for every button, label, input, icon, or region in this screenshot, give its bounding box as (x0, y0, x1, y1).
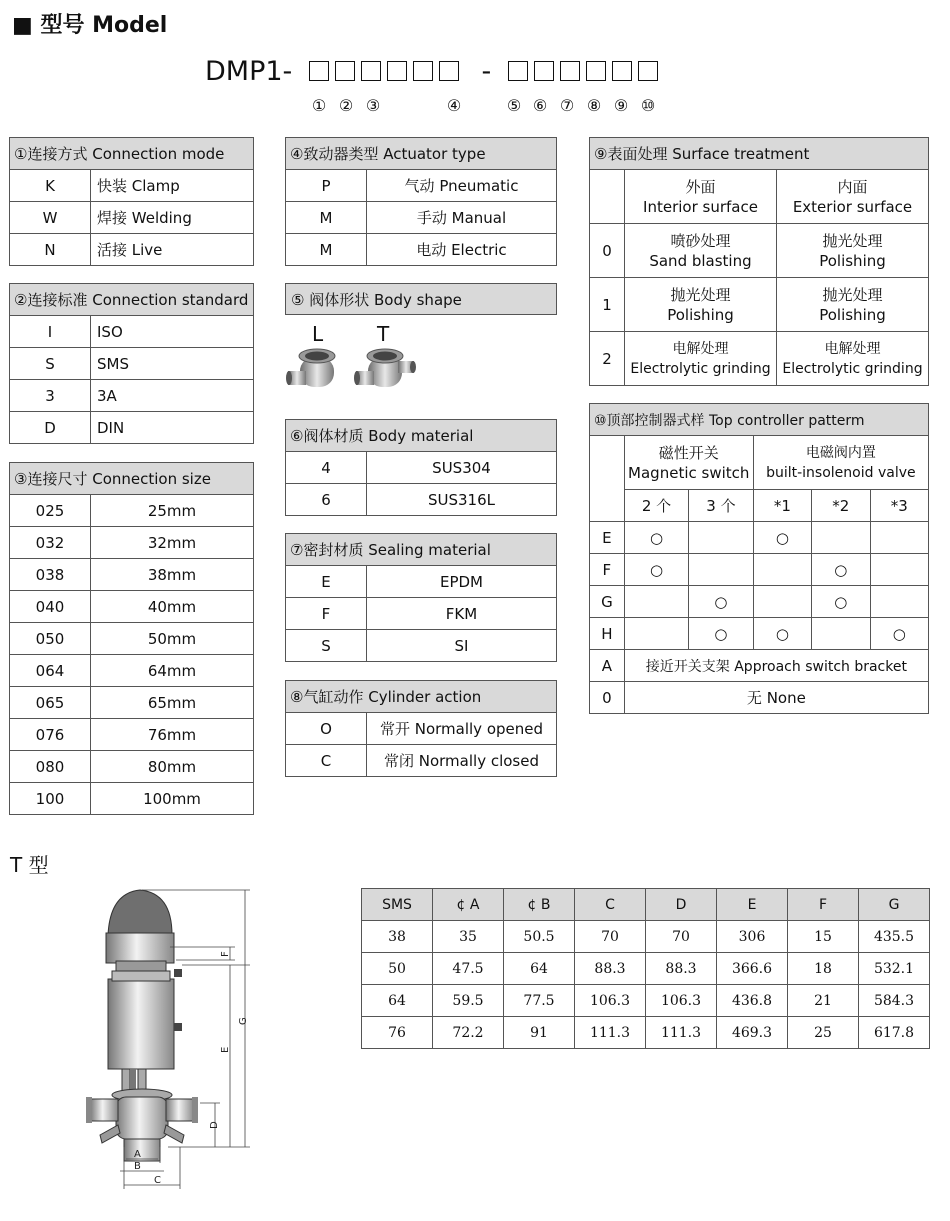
value-cell: 76mm (91, 719, 254, 751)
mark-8: ⑧ (586, 96, 602, 115)
value-cell: EPDM (367, 566, 557, 598)
code-cell: 6 (286, 484, 367, 516)
table-cell: 25 (788, 1017, 859, 1049)
value-cell: SMS (91, 348, 254, 380)
value-cell: 电动 Electric (367, 234, 557, 266)
code-position-marks (308, 96, 688, 118)
group-en: built-insolenoid valve (766, 464, 916, 481)
code-cell: 0 (590, 224, 625, 278)
table-cell: 88.3 (646, 953, 717, 985)
mark-cell: ○ (753, 522, 811, 554)
body-material-table (285, 419, 557, 516)
subcol-header: 3 个 (689, 490, 753, 522)
mark-cell: ○ (689, 586, 753, 618)
table-row (362, 953, 930, 985)
code-cell: D (10, 412, 91, 444)
table-cell: 18 (788, 953, 859, 985)
connection-mode-header: ①连接方式 Connection mode (10, 138, 254, 170)
table-row (10, 348, 254, 380)
value-cell: 手动 Manual (367, 202, 557, 234)
shape-label-l: L (312, 322, 324, 346)
value-cell: 80mm (91, 751, 254, 783)
model-prefix: DMP1- (205, 56, 293, 87)
code-cell: 025 (10, 495, 91, 527)
empty-cell (590, 170, 625, 224)
value-cell: SI (367, 630, 557, 662)
table-row (286, 713, 557, 745)
top-controller-table (589, 403, 929, 714)
table-cell: 21 (788, 985, 859, 1017)
table-cell: 111.3 (646, 1017, 717, 1049)
mark-cell (753, 554, 811, 586)
actuator-type-table (285, 137, 557, 266)
table-cell: 38 (362, 921, 433, 953)
value-en: Electrolytic grinding (782, 360, 923, 377)
table-cell: 584.3 (859, 985, 930, 1017)
mark-cell (812, 522, 870, 554)
col-header-en: Exterior surface (792, 197, 913, 216)
value-cell: 40mm (91, 591, 254, 623)
model-code (205, 56, 664, 87)
mark-cell: ○ (812, 554, 870, 586)
value-cell: 38mm (91, 559, 254, 591)
code-cell: 080 (10, 751, 91, 783)
group-solenoid-valve (753, 436, 928, 490)
col-header-inner (777, 170, 929, 224)
mark-cell (689, 522, 753, 554)
mark-cell: ○ (624, 522, 688, 554)
code-cell: 2 (590, 332, 625, 386)
top-controller-header: ⑩顶部控制器式样 Top controller patterm (590, 404, 929, 436)
mark-cell (870, 554, 928, 586)
mark-9: ⑨ (613, 96, 629, 115)
table-row (286, 566, 557, 598)
column-header: ¢ A (433, 889, 504, 921)
code-cell: N (10, 234, 91, 266)
page-title: ■ 型号 Model (12, 13, 168, 38)
table-row (286, 745, 557, 777)
connection-size-table (9, 462, 254, 815)
table-row (286, 630, 557, 662)
column-header: SMS (362, 889, 433, 921)
code-cell: 064 (10, 655, 91, 687)
mark-cell: ○ (689, 618, 753, 650)
code-cell: 4 (286, 452, 367, 484)
code-cell: C (286, 745, 367, 777)
surface-treatment-table (589, 137, 929, 386)
value-cell: 32mm (91, 527, 254, 559)
value-en: Polishing (667, 305, 734, 324)
value-en: Electrolytic grinding (630, 360, 771, 377)
table-row (362, 1017, 930, 1049)
table-row (286, 598, 557, 630)
value-cell: DIN (91, 412, 254, 444)
body-shape-icons (286, 345, 421, 397)
table-row (590, 170, 929, 224)
mark-cell (812, 618, 870, 650)
surface-treatment-header: ⑨表面处理 Surface treatment (590, 138, 929, 170)
table-row (590, 490, 929, 522)
table-cell: 617.8 (859, 1017, 930, 1049)
table-row (10, 380, 254, 412)
table-cell: 306 (717, 921, 788, 953)
code-cell: G (590, 586, 625, 618)
dim-label-d: D (209, 1121, 220, 1129)
t-type-dimension-table (361, 888, 930, 1049)
table-row (590, 618, 929, 650)
connection-standard-header: ②连接标准 Connection standard (10, 284, 254, 316)
dim-label-g: G (238, 1017, 249, 1025)
value-cell (777, 278, 929, 332)
table-cell: 72.2 (433, 1017, 504, 1049)
cylinder-action-header: ⑧气缸动作 Cylinder action (286, 681, 557, 713)
value-cell: SUS316L (367, 484, 557, 516)
actuator-type-header: ④致动器类型 Actuator type (286, 138, 557, 170)
code-cell: 050 (10, 623, 91, 655)
mark-6: ⑥ (532, 96, 548, 115)
table-row (286, 452, 557, 484)
table-row (10, 495, 254, 527)
table-row (10, 559, 254, 591)
table-cell: 70 (575, 921, 646, 953)
dim-label-e: E (220, 1046, 231, 1053)
code-cell: 032 (10, 527, 91, 559)
subcol-header: *3 (870, 490, 928, 522)
value-zh: 喷砂处理 (670, 231, 731, 250)
code-cell: 100 (10, 783, 91, 815)
mark-cell (624, 586, 688, 618)
mark-1: ① (311, 96, 327, 115)
table-cell: 469.3 (717, 1017, 788, 1049)
table-cell: 106.3 (646, 985, 717, 1017)
table-cell: 91 (504, 1017, 575, 1049)
table-cell: 70 (646, 921, 717, 953)
table-cell: 88.3 (575, 953, 646, 985)
dim-label-a: A (134, 1149, 141, 1160)
table-header-row (362, 889, 930, 921)
connection-size-header: ③连接尺寸 Connection size (10, 463, 254, 495)
value-cell: 常闭 Normally closed (367, 745, 557, 777)
code-cell: S (286, 630, 367, 662)
body-shape-header: ⑤ 阀体形状 Body shape (285, 283, 557, 315)
sealing-material-table (285, 533, 557, 662)
column-header: C (575, 889, 646, 921)
value-cell: 65mm (91, 687, 254, 719)
code-cell: A (590, 650, 625, 682)
table-cell: 366.6 (717, 953, 788, 985)
group-en: Magnetic switch (628, 463, 750, 482)
empty-cell (590, 436, 625, 522)
subcol-header: 2 个 (624, 490, 688, 522)
value-cell (625, 332, 777, 386)
value-cell: 焊接 Welding (91, 202, 254, 234)
table-cell: 64 (504, 953, 575, 985)
dim-label-b: B (134, 1161, 141, 1172)
table-cell: 77.5 (504, 985, 575, 1017)
code-boxes-b (508, 56, 664, 87)
shape-label-t: T (377, 322, 390, 346)
dim-label-f: F (220, 951, 231, 957)
table-row (10, 527, 254, 559)
column-header: D (646, 889, 717, 921)
value-cell: 无 None (624, 682, 928, 714)
l-body-icon (286, 349, 335, 387)
table-row (590, 586, 929, 618)
table-row (590, 554, 929, 586)
mark-cell (753, 586, 811, 618)
code-cell: I (10, 316, 91, 348)
value-cell (625, 278, 777, 332)
code-cell: S (10, 348, 91, 380)
valve-drawing (80, 885, 260, 1195)
column-header: F (788, 889, 859, 921)
t-body-icon (354, 349, 416, 387)
table-row (10, 623, 254, 655)
mark-cell (870, 586, 928, 618)
code-cell: P (286, 170, 367, 202)
table-cell: 532.1 (859, 953, 930, 985)
col-header-zh: 内面 (837, 177, 868, 196)
table-row (10, 591, 254, 623)
mark-5: ⑤ (506, 96, 522, 115)
value-zh: 抛光处理 (822, 231, 883, 250)
mark-7: ⑦ (559, 96, 575, 115)
column-header: G (859, 889, 930, 921)
table-row (590, 650, 929, 682)
mark-cell (624, 618, 688, 650)
mark-cell (689, 554, 753, 586)
table-cell: 47.5 (433, 953, 504, 985)
column-header: E (717, 889, 788, 921)
value-en: Polishing (819, 251, 886, 270)
mark-cell: ○ (870, 618, 928, 650)
table-cell: 50.5 (504, 921, 575, 953)
table-row (590, 436, 929, 490)
group-magnetic-switch (624, 436, 753, 490)
table-cell: 76 (362, 1017, 433, 1049)
value-cell (777, 224, 929, 278)
mark-cell (870, 522, 928, 554)
value-cell: 气动 Pneumatic (367, 170, 557, 202)
connection-mode-table (9, 137, 254, 266)
col-header-en: Interior surface (643, 197, 758, 216)
cylinder-action-table (285, 680, 557, 777)
mark-2: ② (338, 96, 354, 115)
table-row (590, 278, 929, 332)
table-row (362, 921, 930, 953)
model-separator: - (481, 56, 492, 87)
code-cell: M (286, 202, 367, 234)
value-cell: 25mm (91, 495, 254, 527)
table-row (10, 719, 254, 751)
table-row (286, 234, 557, 266)
value-zh: 电解处理 (672, 340, 729, 357)
code-cell: F (590, 554, 625, 586)
code-cell: E (286, 566, 367, 598)
code-cell: 1 (590, 278, 625, 332)
col-header-zh: 外面 (685, 177, 716, 196)
table-row (10, 202, 254, 234)
value-cell: SUS304 (367, 452, 557, 484)
t-type-title: T 型 (10, 853, 49, 877)
connection-standard-table (9, 283, 254, 444)
col-header-outer (625, 170, 777, 224)
value-cell: ISO (91, 316, 254, 348)
subcol-header: *1 (753, 490, 811, 522)
value-en: Sand blasting (649, 251, 752, 270)
code-cell: M (286, 234, 367, 266)
code-cell: E (590, 522, 625, 554)
value-cell: 活接 Live (91, 234, 254, 266)
value-cell: 50mm (91, 623, 254, 655)
body-material-header: ⑥阀体材质 Body material (286, 420, 557, 452)
value-cell: 常开 Normally opened (367, 713, 557, 745)
table-cell: 64 (362, 985, 433, 1017)
table-row (590, 522, 929, 554)
table-cell: 436.8 (717, 985, 788, 1017)
value-cell: FKM (367, 598, 557, 630)
table-row (286, 170, 557, 202)
value-cell (777, 332, 929, 386)
table-cell: 435.5 (859, 921, 930, 953)
table-row (10, 751, 254, 783)
code-cell: W (10, 202, 91, 234)
code-cell: 038 (10, 559, 91, 591)
table-cell: 111.3 (575, 1017, 646, 1049)
dim-label-c: C (154, 1175, 161, 1186)
sealing-material-header: ⑦密封材质 Sealing material (286, 534, 557, 566)
table-row (10, 655, 254, 687)
value-cell: 接近开关支架 Approach switch bracket (624, 650, 928, 682)
table-row (286, 484, 557, 516)
group-zh: 电磁阀内置 (805, 444, 876, 461)
table-row (362, 985, 930, 1017)
code-cell: 040 (10, 591, 91, 623)
code-cell: F (286, 598, 367, 630)
mark-10: ⑩ (640, 96, 656, 115)
code-cell: O (286, 713, 367, 745)
value-en: Polishing (819, 305, 886, 324)
code-boxes-a (309, 56, 465, 87)
code-cell: 065 (10, 687, 91, 719)
table-row (590, 682, 929, 714)
value-zh: 抛光处理 (670, 285, 731, 304)
value-zh: 电解处理 (824, 340, 881, 357)
table-cell: 35 (433, 921, 504, 953)
value-zh: 抛光处理 (822, 285, 883, 304)
mark-3: ③ (365, 96, 381, 115)
table-row (10, 170, 254, 202)
code-cell: 0 (590, 682, 625, 714)
group-zh: 磁性开关 (658, 443, 719, 462)
value-cell: 快装 Clamp (91, 170, 254, 202)
code-cell: 3 (10, 380, 91, 412)
code-cell: 076 (10, 719, 91, 751)
mark-cell: ○ (753, 618, 811, 650)
mark-cell: ○ (812, 586, 870, 618)
subcol-header: *2 (812, 490, 870, 522)
table-row (286, 202, 557, 234)
value-cell (625, 224, 777, 278)
table-cell: 59.5 (433, 985, 504, 1017)
mark-4: ④ (446, 96, 462, 115)
table-cell: 15 (788, 921, 859, 953)
table-cell: 50 (362, 953, 433, 985)
table-row (590, 224, 929, 278)
value-cell: 3A (91, 380, 254, 412)
table-row (10, 783, 254, 815)
value-cell: 64mm (91, 655, 254, 687)
table-row (10, 234, 254, 266)
code-cell: H (590, 618, 625, 650)
table-row (10, 687, 254, 719)
table-row (10, 412, 254, 444)
value-cell: 100mm (91, 783, 254, 815)
table-row (590, 332, 929, 386)
column-header: ¢ B (504, 889, 575, 921)
code-cell: K (10, 170, 91, 202)
table-cell: 106.3 (575, 985, 646, 1017)
mark-cell: ○ (624, 554, 688, 586)
table-row (10, 316, 254, 348)
